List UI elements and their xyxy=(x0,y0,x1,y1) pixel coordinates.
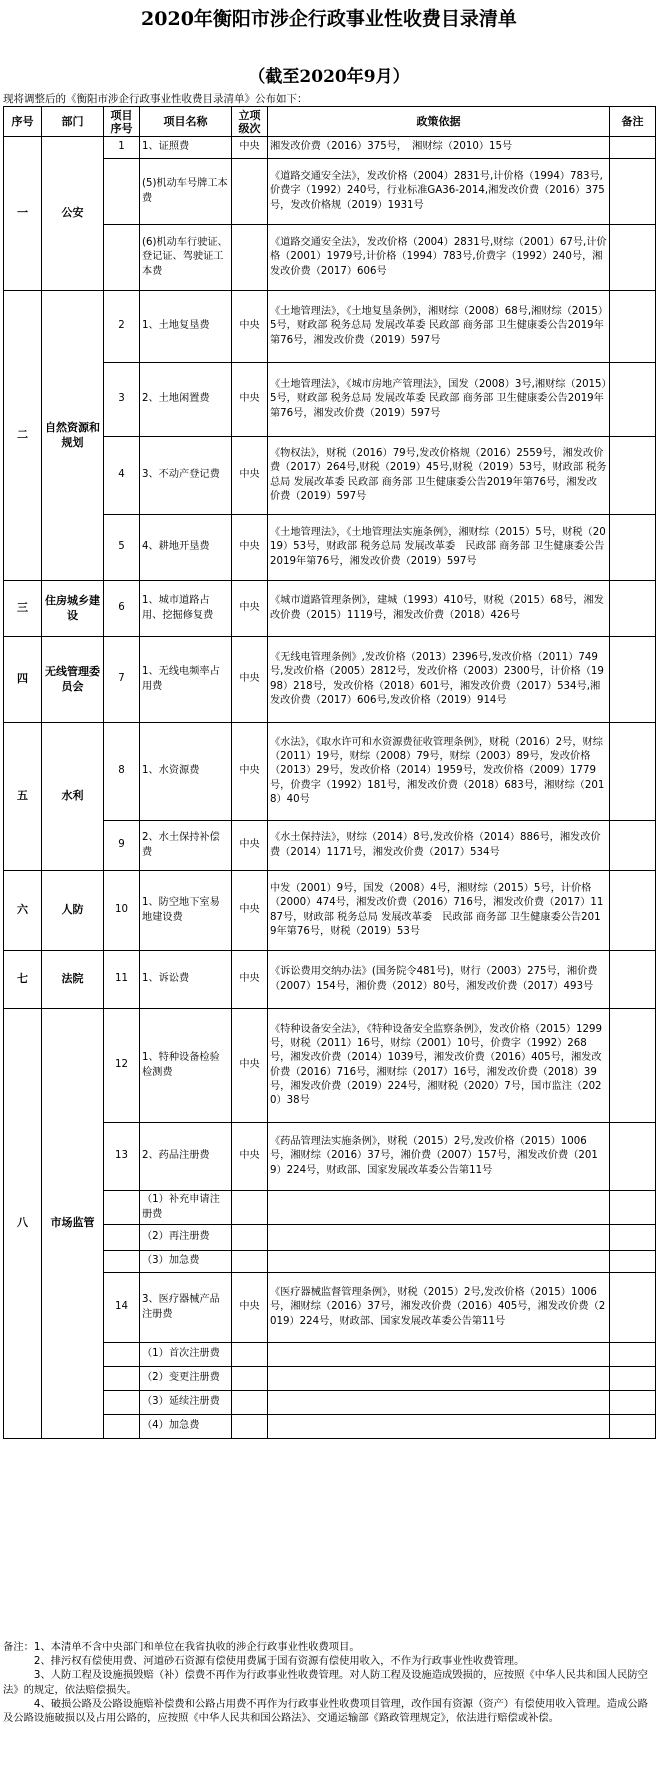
cell-level: 中央 xyxy=(232,137,268,159)
cell-dept: 人防 xyxy=(42,871,104,951)
cell-dept: 自然资源和规划 xyxy=(42,291,104,581)
table-row xyxy=(4,291,656,363)
cell-level: 中央 xyxy=(232,1123,268,1191)
note-line: 备注：1、本清单不含中央部门和单位在我省执收的涉企行政事业性收费项目。 xyxy=(3,1641,360,1653)
cell-dept: 市场监管 xyxy=(42,1009,104,1439)
cell-basis: 《土地管理法》，《城市房地产管理法》，国发（2008）3号,湘财综（2015）5号，财政部 税务总局 发展改革委 民政部 商务部 卫生健康委公告2019年第76号，湘发改价费（2019）597号 xyxy=(268,363,610,437)
cell-level: 中央 xyxy=(232,437,268,515)
cell-basis xyxy=(268,1415,610,1439)
cell-level xyxy=(232,1343,268,1367)
cell-seq: 二 xyxy=(4,291,42,581)
cell-item-name: （1）补充申请注册费 xyxy=(140,1191,232,1225)
cell-item-name: 1、无线电频率占用费 xyxy=(140,637,232,723)
cell-item-name: （3）延续注册费 xyxy=(140,1391,232,1415)
cell-basis: 《水法》，《取水许可和水资源费征收管理条例》，财税（2016）2号，财综（2011）19号，财综（2008）79号，财综（2003）89号，发改价格（2013）29号，发改价格（2014）1959号，发改价格（2009）1779号，价费字（1992）181号，湘发改价费（2018）683号，湘财综（2018）40号 xyxy=(268,723,610,821)
cell-item-name: 3、不动产登记费 xyxy=(140,437,232,515)
cell-level: 中央 xyxy=(232,363,268,437)
cell-item-no: 9 xyxy=(104,821,140,871)
cell-item-name: （4）加急费 xyxy=(140,1415,232,1439)
cell-item-name: 4、耕地开垦费 xyxy=(140,515,232,581)
fee-table xyxy=(3,106,656,1439)
cell-item-no: 4 xyxy=(104,437,140,515)
cell-item-no xyxy=(104,1251,140,1273)
cell-basis: 《土地管理法》，《土地复垦条例》，湘财综（2008）68号,湘财综（2015）5号，财政部 税务总局 发展改革委 民政部 商务部 卫生健康委公告2019年第76号，湘发改价费（2019）597号 xyxy=(268,291,610,363)
cell-note xyxy=(610,1191,656,1225)
cell-item-no: 3 xyxy=(104,363,140,437)
cell-item-no: 8 xyxy=(104,723,140,821)
table-row xyxy=(4,723,656,821)
note-line: 3、人防工程及设施损毁赔（补）偿费不再作为行政事业性收费管理。对人防工程及设施造成毁损的，应按照《中华人民共和国人民防空法》的规定，依法赔偿损失。 xyxy=(3,1669,648,1696)
cell-item-no xyxy=(104,1415,140,1439)
cell-note xyxy=(610,1123,656,1191)
intro-text: 现将调整后的《衡阳市涉企行政事业性收费目录清单》公布如下： xyxy=(3,93,308,105)
cell-seq: 七 xyxy=(4,951,42,1009)
cell-note xyxy=(610,1273,656,1343)
cell-level xyxy=(232,1415,268,1439)
cell-item-name: 1、防空地下室易地建设费 xyxy=(140,871,232,951)
table-body xyxy=(4,137,656,1439)
cell-note xyxy=(610,159,656,225)
header-item-no: 项目序号 xyxy=(104,107,140,137)
cell-basis: 《道路交通安全法》，发改价格（2004）2831号,财综（2001）67号,计价格（2001）1979号,计价格（1994）783号,价费字（1992）240号，湘发改价费（2017）606号 xyxy=(268,225,610,291)
header-item-name: 项目名称 xyxy=(140,107,232,137)
cell-item-name: 3、医疗器械产品注册费 xyxy=(140,1273,232,1343)
cell-note xyxy=(610,225,656,291)
cell-item-no: 11 xyxy=(104,951,140,1009)
cell-basis xyxy=(268,1225,610,1251)
cell-level xyxy=(232,1391,268,1415)
cell-note xyxy=(610,1415,656,1439)
cell-item-name: 1、城市道路占用、挖掘修复费 xyxy=(140,581,232,637)
cell-dept: 水利 xyxy=(42,723,104,871)
cell-item-no xyxy=(104,225,140,291)
cell-item-name: 1、特种设备检验检测费 xyxy=(140,1009,232,1123)
page-subtitle: （截至2020年9月） xyxy=(248,67,410,87)
cell-level: 中央 xyxy=(232,723,268,821)
cell-basis: 《城市道路管理条例》，建城（1993）410号，财税（2015）68号，湘发改价费（2015）1119号，湘发改价费（2018）426号 xyxy=(268,581,610,637)
table-row xyxy=(4,871,656,951)
cell-note xyxy=(610,821,656,871)
cell-level: 中央 xyxy=(232,515,268,581)
cell-level: 中央 xyxy=(232,581,268,637)
cell-note xyxy=(610,723,656,821)
cell-item-no xyxy=(104,159,140,225)
cell-item-name: 1、土地复垦费 xyxy=(140,291,232,363)
cell-basis: 中发（2001）9号，国发（2008）4号，湘财综（2015）5号，计价格（2000）474号，湘发改价费（2016）716号，湘发改价费（2017）1187号，财政部 税务总局 发展改革委 民政部 商务部 卫生健康委公告2019年第76号，财税（2019）53号 xyxy=(268,871,610,951)
note-line: 4、破损公路及公路设施赔补偿费和公路占用费不再作为行政事业性收费项目管理，改作国有资源（资产）有偿使用收入管理。造成公路及公路设施破损以及占用公路的，应按照《中华人民共和国公路法》、交通运输部《路政管理规定》，依法进行赔偿或补偿。 xyxy=(3,1697,648,1725)
cell-basis: 湘发改价费（2016）375号， 湘财综（2010）15号 xyxy=(268,137,610,159)
cell-basis: 《特种设备安全法》，《特种设备安全监察条例》，发改价格（2015）1299号，财税（2011）16号，财综（2001）10号，价费字（1992）268号，湘发改价费（2014）1039号，湘发改价费（2016）405号，湘发改价费（2016）716号，湘财综（2017）16号，湘发改价费（2018）39号，湘发改价费（2019）224号，湘财税（2020）7号，国市监注（2020）38号 xyxy=(268,1009,610,1123)
cell-note xyxy=(610,871,656,951)
cell-item-name: （2）再注册费 xyxy=(140,1225,232,1251)
cell-basis: 《水土保持法》，财综（2014）8号,发改价格（2014）886号，湘发改价费（2014）1171号，湘发改价费（2017）534号 xyxy=(268,821,610,871)
cell-note xyxy=(610,951,656,1009)
table-row xyxy=(4,637,656,723)
cell-note xyxy=(610,1367,656,1391)
cell-note xyxy=(610,1391,656,1415)
cell-level xyxy=(232,1225,268,1251)
cell-item-no: 10 xyxy=(104,871,140,951)
cell-note xyxy=(610,1225,656,1251)
table-row xyxy=(4,581,656,637)
cell-level: 中央 xyxy=(232,951,268,1009)
cell-item-no xyxy=(104,1343,140,1367)
cell-note xyxy=(610,515,656,581)
cell-item-no: 5 xyxy=(104,515,140,581)
cell-basis: 《物权法》，财税（2016）79号,发改价格规（2016）2559号，湘发改价费（2017）264号,财税（2019）45号,财税（2019）53号，财政部 税务总局 发展改革委 民政部 商务部 卫生健康委公告2019年第76号，湘发改价费（2019）597号 xyxy=(268,437,610,515)
cell-note xyxy=(610,437,656,515)
cell-item-no: 13 xyxy=(104,1123,140,1191)
cell-level xyxy=(232,225,268,291)
page-title: 2020年衡阳市涉企行政事业性收费目录清单 xyxy=(141,8,517,30)
cell-basis: 《无线电管理条例》,发改价格（2013）2396号,发改价格（2011）749号,发改价格（2005）2812号，发改价格（2003）2300号，计价格（1998）218号，发改价格（2018）601号，湘发改价费（2017）534号,湘发改价费（2017）606号,发改价格（2019）914号 xyxy=(268,637,610,723)
cell-item-no xyxy=(104,1191,140,1225)
cell-item-no xyxy=(104,1225,140,1251)
header-note: 备注 xyxy=(610,107,656,137)
cell-item-no xyxy=(104,1391,140,1415)
header-basis: 政策依据 xyxy=(268,107,610,137)
cell-item-name: 1、诉讼费 xyxy=(140,951,232,1009)
header-dept: 部门 xyxy=(42,107,104,137)
cell-item-name: 2、水土保持补偿费 xyxy=(140,821,232,871)
cell-level: 中央 xyxy=(232,637,268,723)
cell-note xyxy=(610,637,656,723)
header-level: 立项级次 xyxy=(232,107,268,137)
cell-item-no xyxy=(104,1367,140,1391)
cell-dept: 法院 xyxy=(42,951,104,1009)
cell-note xyxy=(610,291,656,363)
cell-item-name: 2、药品注册费 xyxy=(140,1123,232,1191)
cell-dept: 住房城乡建设 xyxy=(42,581,104,637)
cell-basis xyxy=(268,1367,610,1391)
cell-level: 中央 xyxy=(232,291,268,363)
cell-item-no: 1 xyxy=(104,137,140,159)
cell-level xyxy=(232,1191,268,1225)
cell-item-no: 12 xyxy=(104,1009,140,1123)
cell-item-no: 6 xyxy=(104,581,140,637)
cell-seq: 八 xyxy=(4,1009,42,1439)
cell-level: 中央 xyxy=(232,821,268,871)
cell-note xyxy=(610,137,656,159)
cell-note xyxy=(610,1343,656,1367)
cell-item-name: 1、证照费 xyxy=(140,137,232,159)
cell-item-name: 2、土地闲置费 xyxy=(140,363,232,437)
cell-note xyxy=(610,581,656,637)
table-row xyxy=(4,951,656,1009)
cell-level xyxy=(232,1367,268,1391)
cell-basis: 《医疗器械监督管理条例》，财税（2015）2号,发改价格（2015）1006号，湘财综（2016）37号，湘发改价费（2016）405号，湘发改价费（2019）224号，财政部、国家发展改革委公告第11号 xyxy=(268,1273,610,1343)
cell-item-name: (6)机动车行驶证、登记证、驾驶证工本费 xyxy=(140,225,232,291)
cell-seq: 六 xyxy=(4,871,42,951)
cell-level: 中央 xyxy=(232,1273,268,1343)
table-header-row xyxy=(4,107,656,137)
cell-seq: 四 xyxy=(4,637,42,723)
cell-seq: 一 xyxy=(4,137,42,291)
cell-level: 中央 xyxy=(232,871,268,951)
note-line: 2、排污权有偿使用费、河道砂石资源有偿使用费属于国有资源有偿使用收入，不作为行政事业性收费管理。 xyxy=(3,1655,525,1668)
cell-basis xyxy=(268,1191,610,1225)
cell-note xyxy=(610,363,656,437)
cell-dept: 无线管理委员会 xyxy=(42,637,104,723)
table-row xyxy=(4,1009,656,1123)
cell-level xyxy=(232,159,268,225)
cell-basis: 《土地管理法》，《土地管理法实施条例》，湘财综（2015）5号，财税（2019）53号，财政部 税务总局 发展改革委 民政部 商务部 卫生健康委公告2019年第76号，湘发改价费（2019）597号 xyxy=(268,515,610,581)
cell-basis: 《道路交通安全法》，发改价格（2004）2831号,计价格（1994）783号,价费字（1992）240号，行业标准GA36-2014,湘发改价费（2016）375号，发改价格规（2019）1931号 xyxy=(268,159,610,225)
cell-level xyxy=(232,1251,268,1273)
cell-item-name: (5)机动车号牌工本费 xyxy=(140,159,232,225)
cell-basis xyxy=(268,1391,610,1415)
cell-note xyxy=(610,1251,656,1273)
cell-seq: 三 xyxy=(4,581,42,637)
cell-level: 中央 xyxy=(232,1009,268,1123)
header-seq: 序号 xyxy=(4,107,42,137)
cell-item-name: 1、水资源费 xyxy=(140,723,232,821)
cell-basis xyxy=(268,1251,610,1273)
cell-dept: 公安 xyxy=(42,137,104,291)
table-row xyxy=(4,137,656,159)
cell-seq: 五 xyxy=(4,723,42,871)
cell-item-name: （3）加急费 xyxy=(140,1251,232,1273)
cell-item-name: （2）变更注册费 xyxy=(140,1367,232,1391)
cell-item-no: 14 xyxy=(104,1273,140,1343)
notes xyxy=(3,1640,655,1725)
cell-item-name: （1）首次注册费 xyxy=(140,1343,232,1367)
cell-note xyxy=(610,1009,656,1123)
cell-basis: 《药品管理法实施条例》，财税（2015）2号,发改价格（2015）1006号，湘财综（2016）37号，湘价费（2007）157号，湘发改价费（2019）224号，财政部、国家发展改革委公告第11号 xyxy=(268,1123,610,1191)
cell-basis xyxy=(268,1343,610,1367)
cell-item-no: 7 xyxy=(104,637,140,723)
cell-basis: 《诉讼费用交纳办法》(国务院令481号)，财行（2003）275号，湘价费（2007）154号，湘价费（2012）80号，湘发改价费（2017）493号 xyxy=(268,951,610,1009)
cell-item-no: 2 xyxy=(104,291,140,363)
